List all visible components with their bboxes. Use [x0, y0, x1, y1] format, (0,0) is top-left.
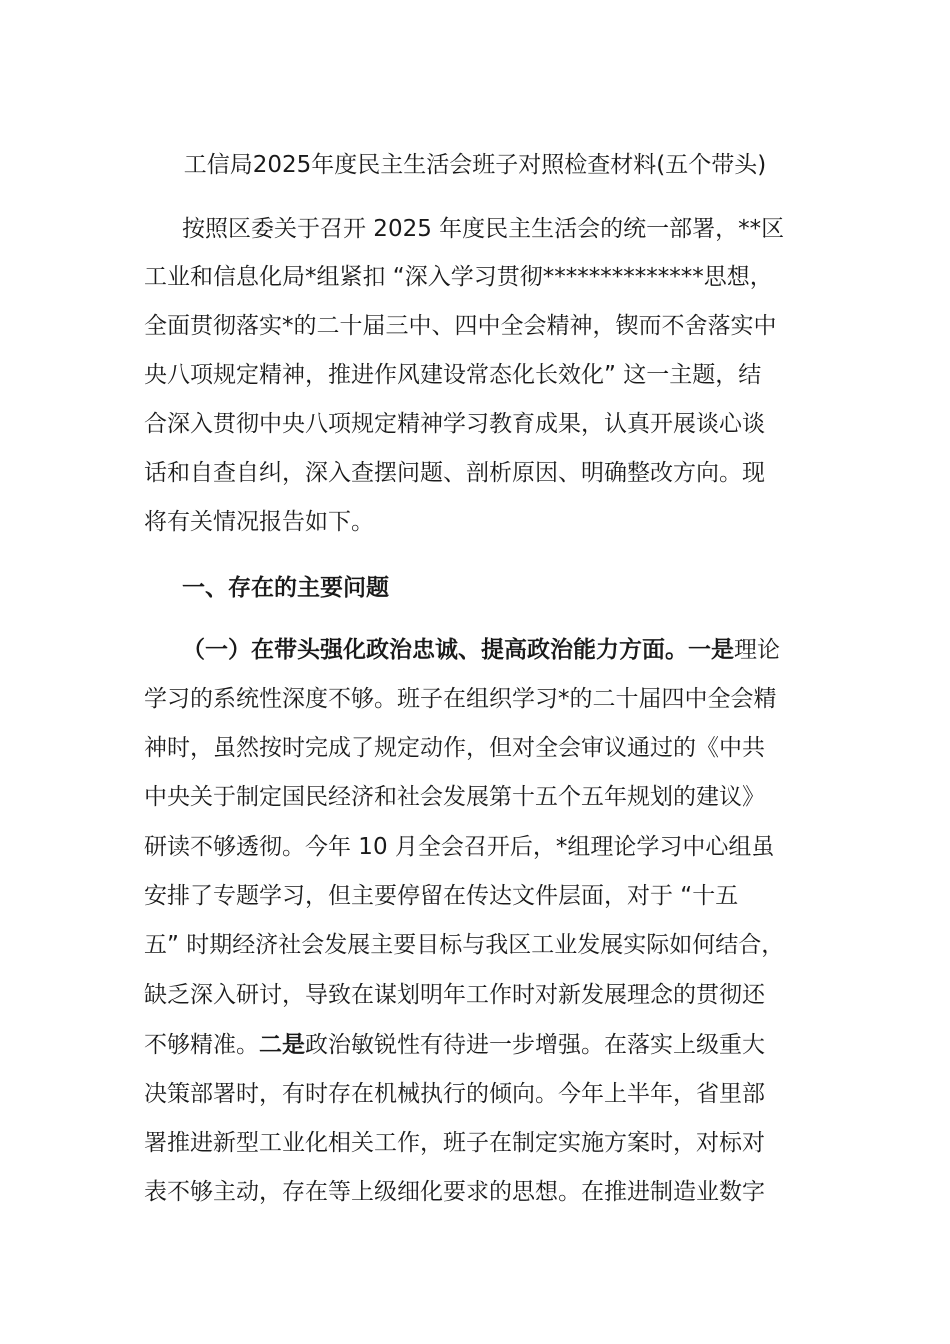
paragraph-line: 决策部署时，有时存在机械执行的倾向。今年上半年，省里部 — [144, 1081, 765, 1107]
point-marker: 二是 — [259, 1032, 305, 1058]
paragraph-line: 研读不够透彻。今年 10 月全会召开后，*组理论学习中心组虽 — [144, 834, 775, 860]
intro-line: 话和自查自纠，深入查摆问题、剖析原因、明确整改方向。现 — [144, 460, 765, 486]
paragraph-line: 缺乏深入研讨，导致在谋划明年工作时对新发展理念的贯彻还 — [144, 982, 765, 1008]
paragraph-line: 中央关于制定国民经济和社会发展第十五个五年规划的建议》 — [144, 784, 765, 810]
intro-line: 将有关情况报告如下。 — [144, 509, 374, 535]
paragraph-line: 表不够主动，存在等上级细化要求的思想。在推进制造业数字 — [144, 1179, 765, 1205]
document-title: 工信局2025年度民主生活会班子对照检查材料(五个带头) — [183, 152, 767, 178]
paragraph-line: 署推进新型工业化相关工作，班子在制定实施方案时，对标对 — [144, 1130, 765, 1156]
point-marker: 一是 — [688, 637, 734, 663]
intro-line: 工业和信息化局*组紧扣 “深入学习贯彻**************思想， — [144, 264, 773, 290]
intro-line: 央八项规定精神，推进作风建设常态化长效化” 这一主题，结 — [144, 362, 762, 388]
section-heading: 一、存在的主要问题 — [182, 575, 389, 601]
paragraph-text: 不够精准。 — [144, 1032, 259, 1058]
intro-line: 按照区委关于召开 2025 年度民主生活会的统一部署，**区 — [182, 216, 785, 242]
paragraph-text: 政治敏锐性有待进一步增强。在落实上级重大 — [305, 1032, 765, 1058]
paragraph-line — [144, 1027, 824, 1063]
paragraph-line — [144, 632, 824, 668]
paragraph-line: 神时，虽然按时完成了规定动作，但对全会审议通过的《中共 — [144, 735, 765, 761]
paragraph-line: 学习的系统性深度不够。班子在组织学习*的二十届四中全会精 — [144, 686, 777, 712]
paragraph-line: 安排了专题学习，但主要停留在传达文件层面，对于 “十五 — [144, 883, 739, 909]
subsection-heading: （一）在带头强化政治忠诚、提高政治能力方面。 — [182, 637, 688, 663]
intro-line: 全面贯彻落实*的二十届三中、四中全会精神，锲而不舍落实中 — [144, 313, 777, 339]
paragraph-text: 理论 — [734, 637, 780, 663]
paragraph-line: 五” 时期经济社会发展主要目标与我区工业发展实际如何结合， — [144, 932, 785, 958]
intro-line: 合深入贯彻中央八项规定精神学习教育成果，认真开展谈心谈 — [144, 411, 765, 437]
